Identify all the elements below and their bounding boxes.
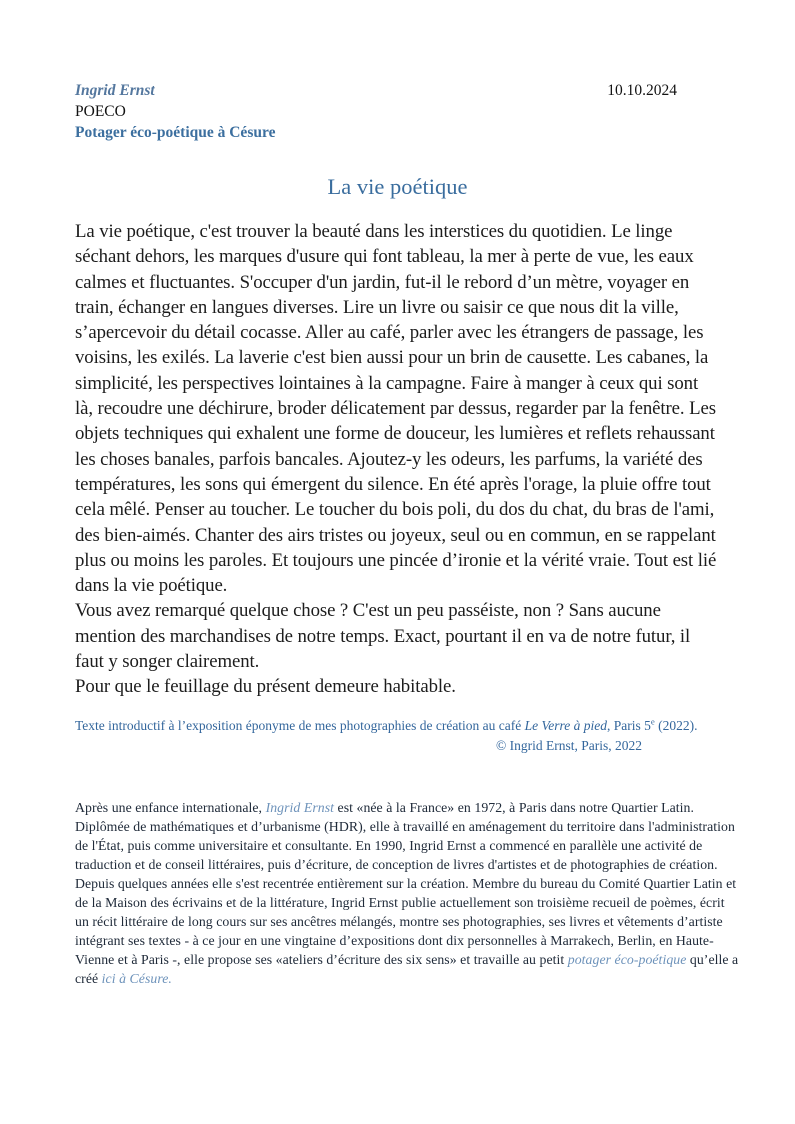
text-segment: Le Verre à pied: [524, 717, 608, 733]
text-segment: (2022).: [654, 717, 698, 733]
body-paragraph-1: La vie poétique, c'est trouver la beauté dans les interstices du quotidien. Le linge séchant dehors, les marques d'usure qui font tableau, la mer à perte de vue, les eaux calmes et fluctuantes. S'occuper d'un jardin, fut-il le rebord d’un mètre, voyager en train, échanger en langues diverses. Lire un livre ou saisir ce que nous dit la ville, s’apercevoir du détail cocasse. Aller au café, parler avec les étrangers de passage, les voisins, les exilés. La laverie c'est bien aussi pour un brin de causette. Les cabanes, la simplicité, les perspectives lointaines à la campagne. Faire à manger à ceux qui sont là, recoudre une déchirure, broder délicatement par dessus, regarder par la fenêtre. Les objets techniques qui exhalent une forme de douceur, les lumières et reflets rehaussant les choses banales, parfois bancales. Ajoutez-y les odeurs, les parfums, la variété des températures, les sons qui émergent du silence. En été après l'orage, la pluie offre tout cela mêlé. Penser au toucher. Le toucher du bois poli, du dos du chat, du bras de l'ami, des bien-aimés. Chanter des airs tristes ou joyeux, seul ou en commun, en se rappelant plus ou moins les paroles. Et toujours une pincée d’ironie et la vérité vraie. Tout est lié dans la vie poétique.: [75, 221, 717, 597]
text-segment: e: [650, 716, 655, 727]
project-name: Potager éco-poétique à Césure: [75, 124, 276, 141]
page-title: La vie poétique: [327, 174, 468, 199]
document-header: [75, 80, 720, 143]
body-paragraph-2: Vous avez remarqué quelque chose ? C'est un peu passéiste, non ? Sans aucune mention des marchandises de notre temps. Exact, pourtant il en va de notre futur, il faut y songer clairement.: [75, 600, 691, 673]
copyright-line: © Ingrid Ernst, Paris, 2022: [496, 738, 642, 754]
text-segment: , Paris 5: [607, 717, 651, 733]
footnote: [75, 716, 720, 736]
organization-name: POECO: [75, 103, 126, 120]
text-segment: Texte introductif à l’exposition éponyme de mes photographies de création au café: [75, 717, 525, 733]
text-segment: qu’elle a créé: [75, 952, 739, 987]
inline-link-text[interactable]: potager éco-poétique: [567, 952, 687, 968]
body-paragraph-3: Pour que le feuillage du présent demeure habitable.: [75, 676, 456, 698]
text-segment: est «née à la France» en 1972, à Paris dans notre Quartier Latin. Diplômée de mathématiques et d’urbanisme (HDR), elle à travaillé en aménagement du territoire dans l'administration de l'État, puis comme universitaire et consultante. En 1990, Ingrid Ernst a commencé en parallèle une activité de traduction et de conseil littéraires, puis d’écriture, de conception de livres d'artistes et de photographies de création. Depuis quelques années elle s'est recentrée entièrement sur la création. Membre du bureau du Comité Quartier Latin et de la Maison des écrivains et de la littérature, Ingrid Ernst publie actuellement son troisième recueil de poèmes, écrit un récit littéraire de long cours sur ses ancêtres mélangés, montre ses photographies, ses livres et vêtements d’artiste intégrant ses textes - à ce jour en une vingtaine d’expositions dont dix personnelles à Marrakech, Berlin, en Haute-Vienne et à Paris -, elle propose ses «ateliers d’écriture des six sens» et travaille au petit: [75, 800, 737, 968]
author-bio: [75, 798, 741, 988]
body-text: [75, 219, 720, 700]
text-segment: Après une enfance internationale,: [75, 800, 266, 816]
document-date: 10.10.2024: [607, 82, 677, 99]
author-name: Ingrid Ernst: [75, 82, 155, 99]
inline-link-text[interactable]: ici à Césure.: [101, 971, 172, 987]
inline-link-text[interactable]: Ingrid Ernst: [265, 800, 335, 816]
